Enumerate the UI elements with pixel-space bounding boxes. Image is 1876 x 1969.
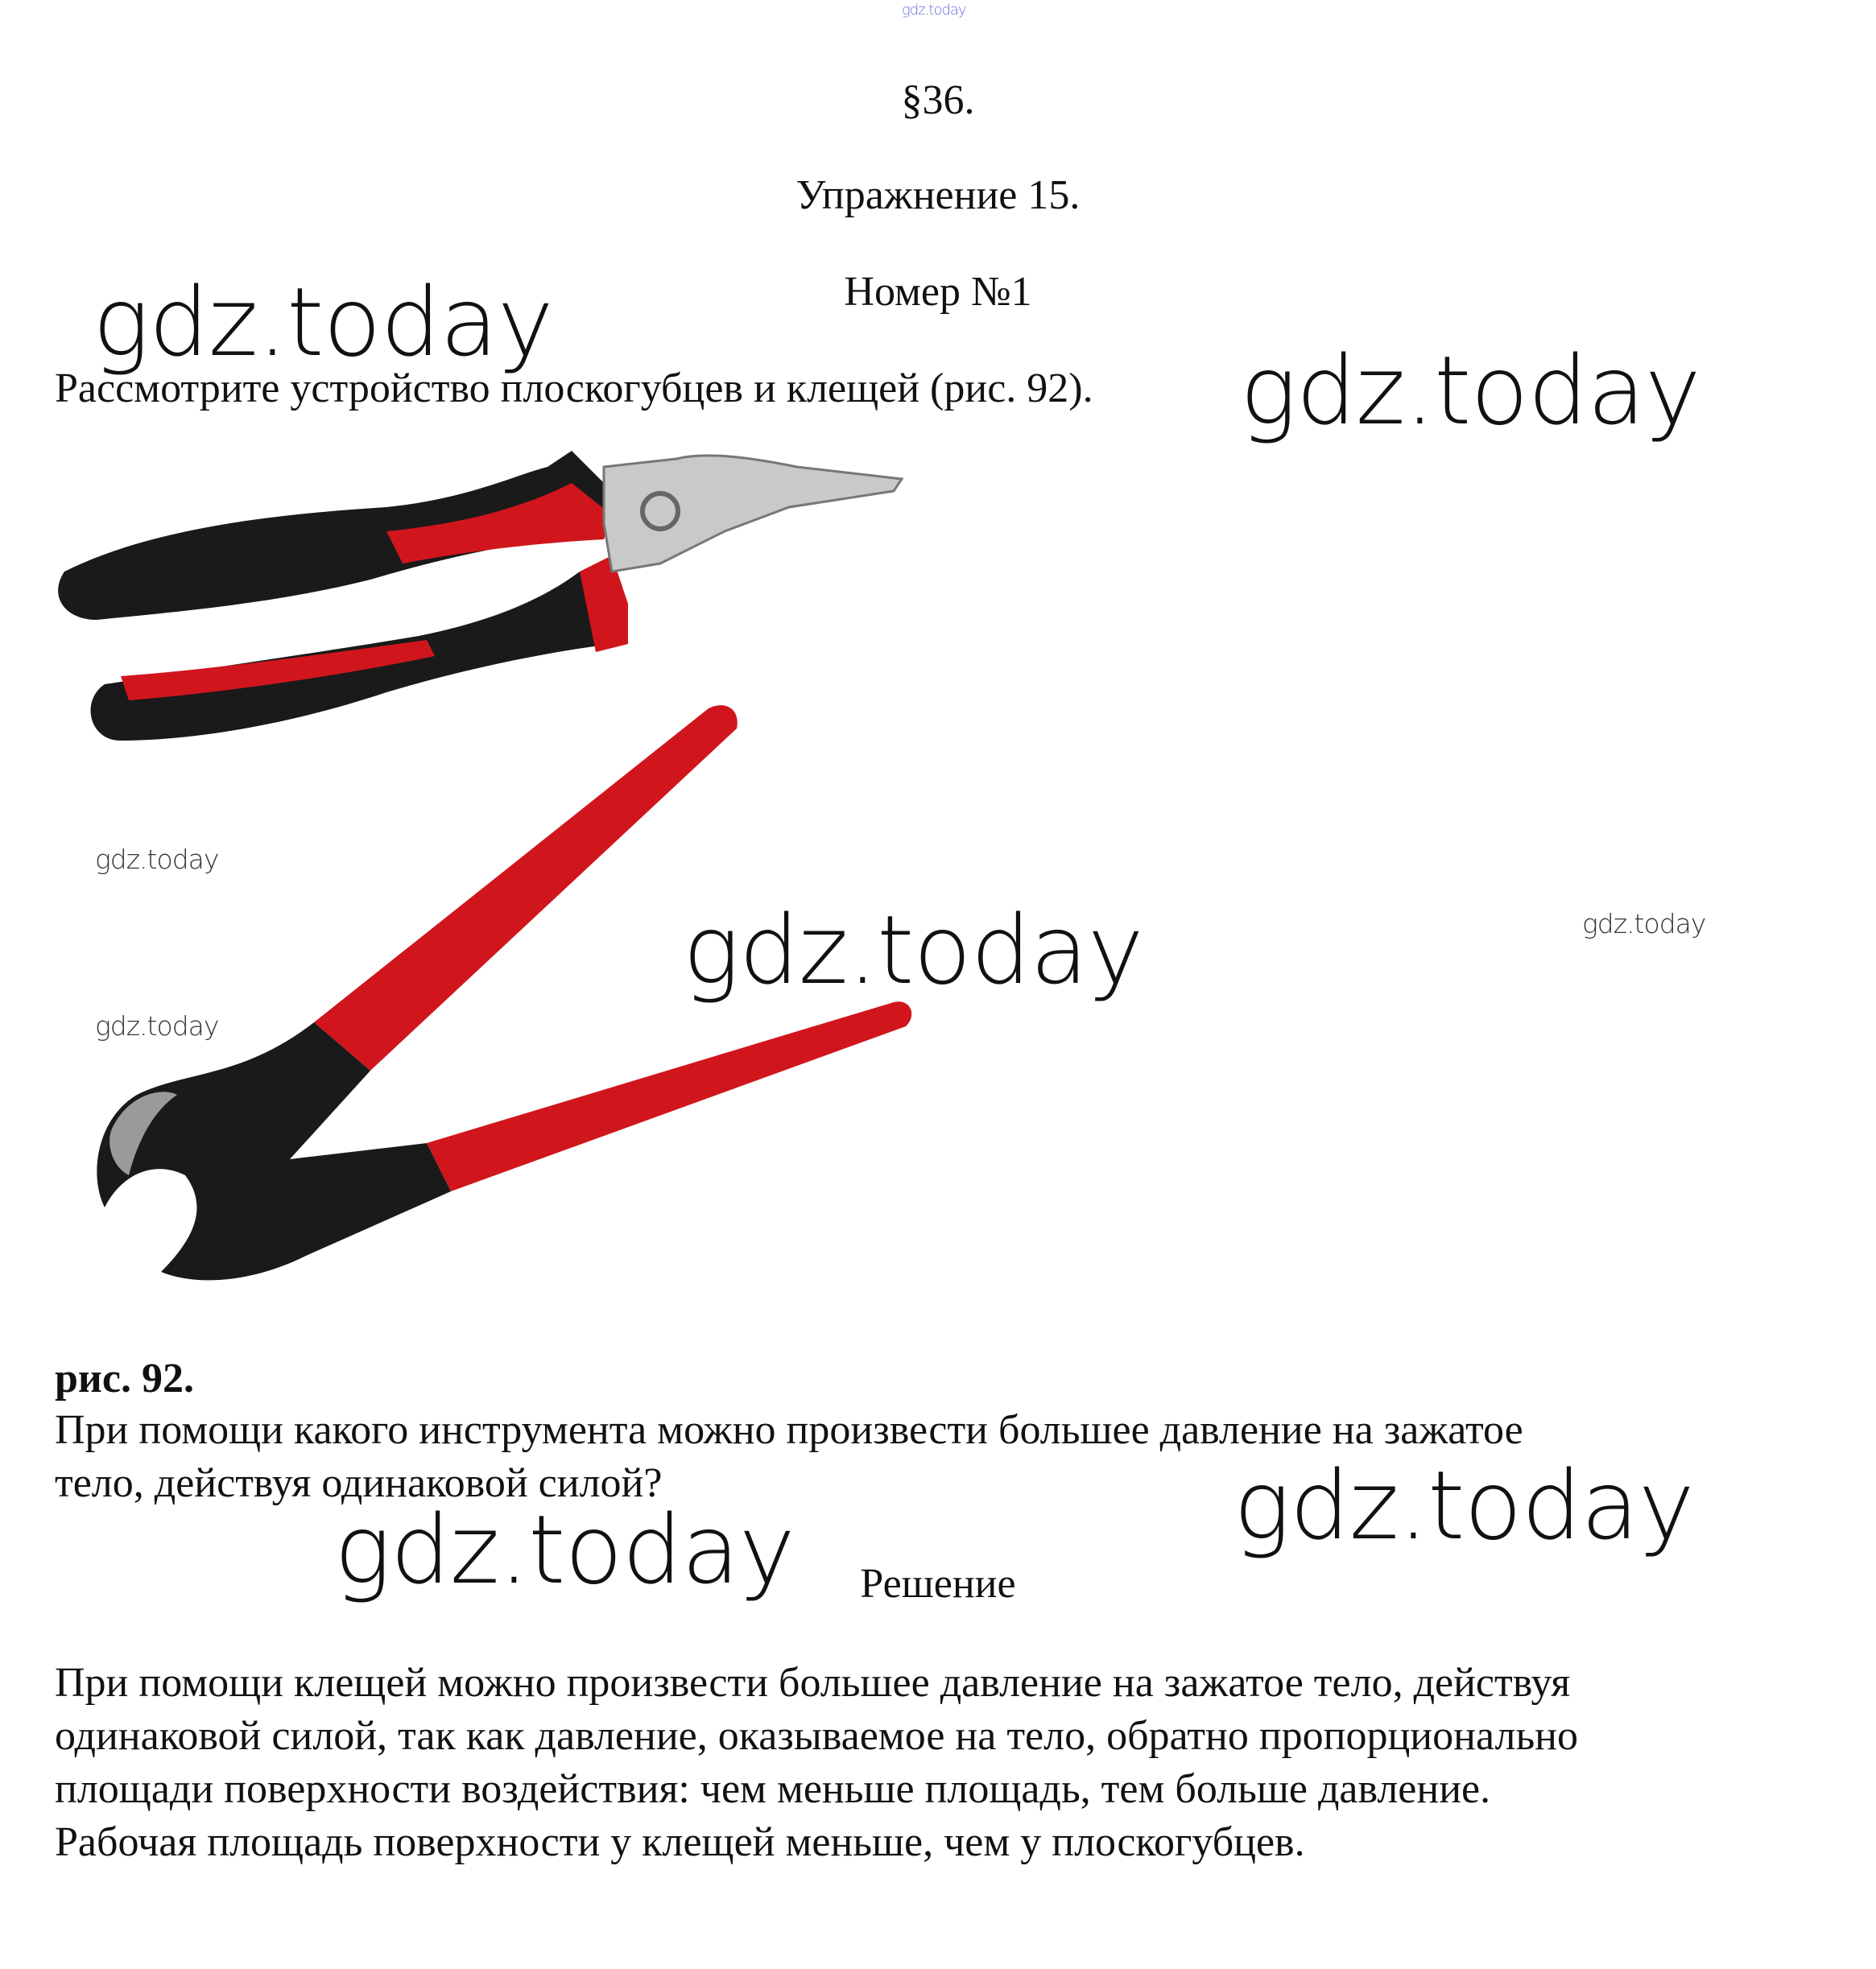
solution-line-2: одинаковой силой, так как давление, оказываемое на тело, обратно пропорционально (55, 1713, 1578, 1759)
task-number: Номер №1 (844, 269, 1032, 315)
exercise-title: Упражнение 15. (795, 172, 1081, 218)
watermark: gdz.today (93, 266, 553, 378)
watermark: gdz.today (95, 1010, 219, 1042)
watermark: gdz.today (1233, 1450, 1694, 1561)
task-intro: Рассмотрите устройство плоскогубцев и клещей (рис. 92). (55, 365, 1093, 411)
pliers-jaws (604, 456, 902, 572)
nippers-head (97, 1022, 451, 1280)
figure-caption: рис. 92. (55, 1356, 194, 1401)
question-line-1: При помощи какого инструмента можно произвести большее давление на зажатое (55, 1407, 1523, 1453)
solution-heading: Решение (860, 1561, 1016, 1607)
solution-line-4: Рабочая площадь поверхности у клещей меньше, чем у плоскогубцев. (55, 1819, 1305, 1865)
question-line-2: тело, действуя одинаковой силой? (55, 1460, 663, 1506)
watermark: gdz.today (334, 1494, 795, 1605)
nippers-upper-handle (314, 705, 738, 1071)
solution-line-3: площади поверхности воздействия: чем меньше площадь, тем больше давление. (55, 1766, 1491, 1812)
top-watermark: gdz.today (902, 2, 966, 19)
nippers-lower-handle (427, 1001, 911, 1191)
watermark: gdz.today (95, 844, 219, 875)
watermark: gdz.today (1240, 335, 1700, 446)
watermark: gdz.today (1582, 908, 1706, 939)
solution-line-1: При помощи клещей можно произвести большее давление на зажатое тело, действуя (55, 1660, 1571, 1706)
section-number: §36. (901, 77, 975, 123)
watermark: gdz.today (683, 894, 1143, 1005)
